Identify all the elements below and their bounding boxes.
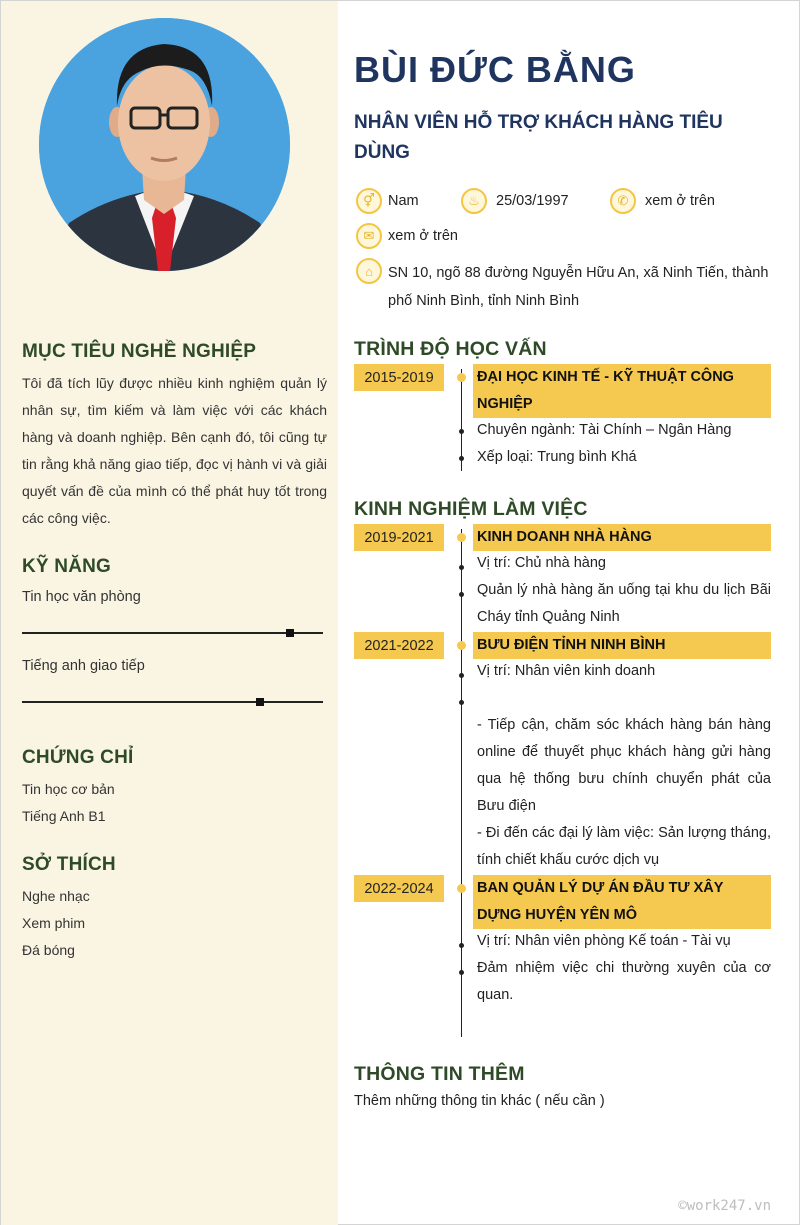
hobby-item: Nghe nhạc <box>22 888 90 904</box>
full-name: BÙI ĐỨC BẰNG <box>354 49 636 90</box>
skill-label: Tiếng anh giao tiếp <box>22 658 145 674</box>
job-line: - Đi đến các đại lý làm việc: Sản lượng tháng, tính chiết khấu cước dịch vụ <box>477 825 771 868</box>
job-line: Đảm nhiệm việc chi thường xuyên của cơ quan. <box>477 960 771 1003</box>
job-line: Vị trí: Chủ nhà hàng <box>477 555 606 571</box>
bullet-dot <box>459 592 464 597</box>
job-line: Vị trí: Nhân viên phòng Kế toán - Tài vụ <box>477 933 731 949</box>
skills-heading: KỸ NĂNG <box>22 556 112 577</box>
education-detail: Xếp loại: Trung bình Khá <box>477 449 637 465</box>
objective-heading: MỤC TIÊU NGHỀ NGHIỆP <box>22 341 257 362</box>
location-icon: ⌂ <box>356 258 382 284</box>
hobby-item: Đá bóng <box>22 942 75 958</box>
bullet-dot <box>459 970 464 975</box>
job-line: - Tiếp cận, chăm sóc khách hàng bán hàng online để thuyết phục khách hàng gửi hàng qua hệ thống bưu chính chuyển phát của Bưu điện <box>477 717 771 814</box>
timeline-dot <box>457 641 466 650</box>
bullet-dot <box>459 456 464 461</box>
skill-label: Tin học văn phòng <box>22 589 141 605</box>
job-year: 2019-2021 <box>354 524 444 551</box>
birthday-value: 25/03/1997 <box>496 193 569 209</box>
job-line: Quản lý nhà hàng ăn uống tại khu du lịch Bãi Cháy tỉnh Quảng Ninh <box>477 582 771 625</box>
job-company: KINH DOANH NHÀ HÀNG <box>473 524 771 551</box>
skill-level-marker <box>286 629 294 637</box>
hobbies-heading: SỞ THÍCH <box>22 854 116 875</box>
email-icon: ✉ <box>356 223 382 249</box>
gender-value: Nam <box>388 193 419 209</box>
address-value: SN 10, ngõ 88 đường Nguyễn Hữu An, xã Ninh Tiến, thành phố Ninh Bình, tỉnh Ninh Bình <box>388 265 769 309</box>
skill-bar <box>22 701 323 703</box>
bullet-dot <box>459 429 464 434</box>
job-company: BƯU ĐIỆN TỈNH NINH BÌNH <box>473 632 771 659</box>
extra-text: Thêm những thông tin khác ( nếu cần ) <box>354 1093 605 1109</box>
sidebar <box>1 1 338 1225</box>
cert-item: Tin học cơ bản <box>22 781 115 797</box>
watermark: ©work247.vn <box>678 1198 771 1214</box>
timeline-dot <box>457 884 466 893</box>
phone-value: xem ở trên <box>645 193 715 209</box>
avatar <box>39 18 290 271</box>
timeline-dot <box>457 533 466 542</box>
education-heading: TRÌNH ĐỘ HỌC VẤN <box>354 338 547 360</box>
job-title: NHÂN VIÊN HỖ TRỢ KHÁCH HÀNG TIÊU DÙNG <box>354 112 723 163</box>
bullet-dot <box>459 565 464 570</box>
extra-heading: THÔNG TIN THÊM <box>354 1063 525 1085</box>
experience-heading: KINH NGHIỆM LÀM VIỆC <box>354 498 588 520</box>
skill-bar <box>22 632 323 634</box>
job-year: 2021-2022 <box>354 632 444 659</box>
job-line: Vị trí: Nhân viên kinh doanh <box>477 663 656 679</box>
job-year: 2022-2024 <box>354 875 444 902</box>
skill-level-marker <box>256 698 264 706</box>
timeline-dot <box>457 373 466 382</box>
bullet-dot <box>459 673 464 678</box>
education-detail: Chuyên ngành: Tài Chính – Ngân Hàng <box>477 422 732 438</box>
certs-heading: CHỨNG CHỈ <box>22 747 134 768</box>
cert-item: Tiếng Anh B1 <box>22 808 106 824</box>
education-school: ĐẠI HỌC KINH TẾ - KỸ THUẬT CÔNG NGHIỆP <box>473 364 771 418</box>
objective-text: Tôi đã tích lũy được nhiều kinh nghiệm quản lý nhân sự, tìm kiếm và làm việc với các khách hàng và doanh nghiệp. Bên cạnh đó, tôi cũng tự tin rằng khả năng giao tiếp, đọc vị hành vi và giải quyết vấn đề của mình có thể phát huy tốt trong các công việc. <box>22 375 327 526</box>
timeline-line <box>461 529 462 1037</box>
birthday-cake-icon: ♨ <box>461 188 487 214</box>
bullet-dot <box>459 700 464 705</box>
education-year: 2015-2019 <box>354 364 444 391</box>
job-company: BAN QUẢN LÝ DỰ ÁN ĐẦU TƯ XÂY DỰNG HUYỆN YÊN MÔ <box>473 875 771 929</box>
bullet-dot <box>459 943 464 948</box>
email-value: xem ở trên <box>388 228 458 244</box>
gender-icon: ⚥ <box>356 188 382 214</box>
phone-icon: ✆ <box>610 188 636 214</box>
hobby-item: Xem phim <box>22 915 86 931</box>
